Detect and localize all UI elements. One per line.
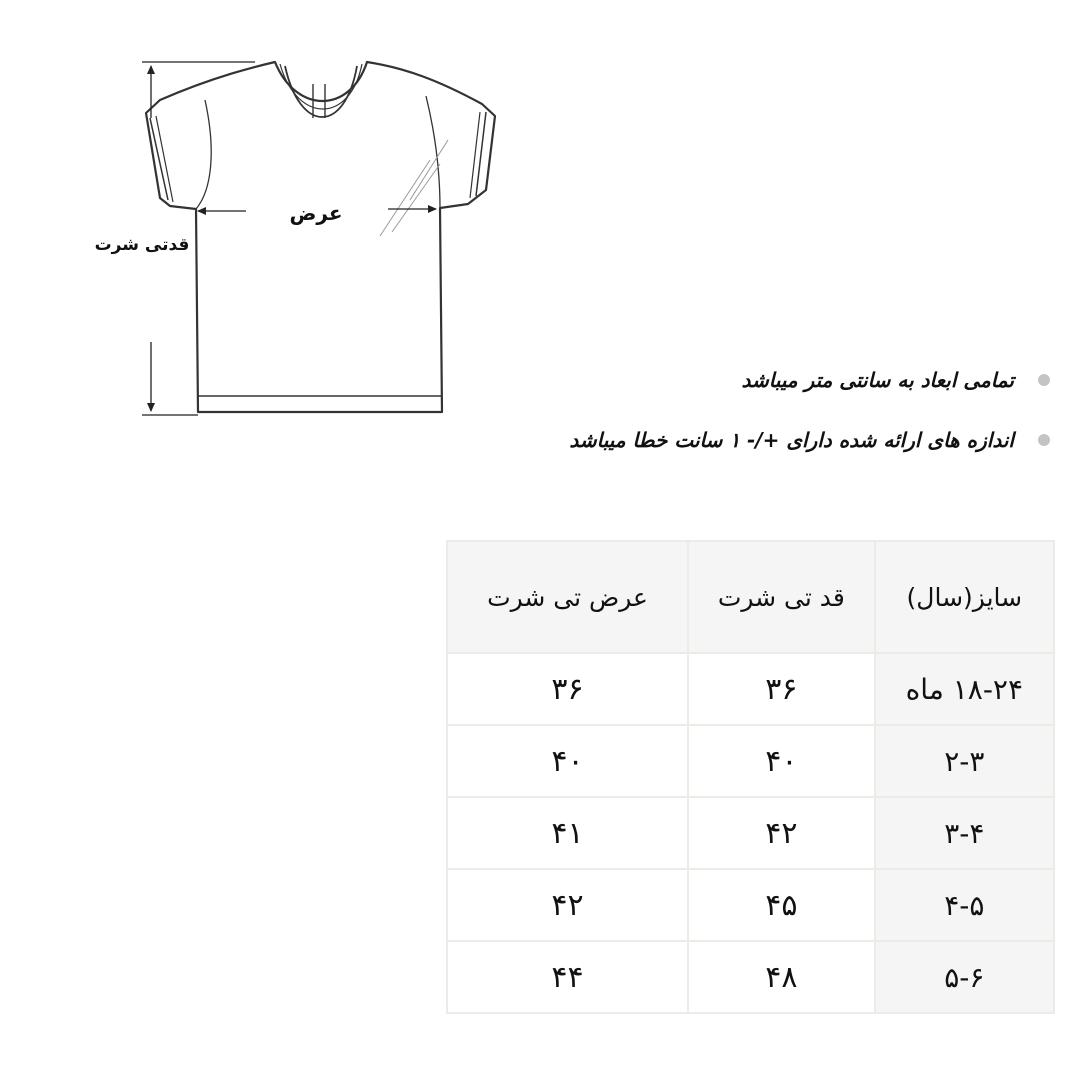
size-cell: ۵-۶ bbox=[875, 941, 1054, 1013]
header-length: قد تی شرت bbox=[688, 541, 875, 653]
length-cell: ۴۵ bbox=[688, 869, 875, 941]
width-cell: ۴۱ bbox=[447, 797, 688, 869]
table-row bbox=[447, 725, 1054, 797]
table-header-row bbox=[447, 541, 1054, 653]
width-cell: ۳۶ bbox=[447, 653, 688, 725]
note-text: تمامی ابعاد به سانتی متر میباشد bbox=[741, 368, 1014, 392]
bullet-icon bbox=[1038, 434, 1050, 446]
size-cell: ۱۸-۲۴ ماه bbox=[875, 653, 1054, 725]
note-item bbox=[569, 362, 1050, 398]
table-row bbox=[447, 797, 1054, 869]
size-table bbox=[446, 540, 1055, 1014]
width-cell: ۴۲ bbox=[447, 869, 688, 941]
header-size: سایز(سال) bbox=[875, 541, 1054, 653]
width-cell: ۴۴ bbox=[447, 941, 688, 1013]
tshirt-diagram bbox=[0, 0, 560, 440]
note-item bbox=[569, 422, 1050, 458]
width-label: عرض bbox=[289, 201, 343, 225]
size-cell: ۲-۳ bbox=[875, 725, 1054, 797]
length-cell: ۴۰ bbox=[688, 725, 875, 797]
note-text: اندازه های ارائه شده دارای +/- ۱ سانت خطا میباشد bbox=[569, 428, 1014, 452]
length-cell: ۳۶ bbox=[688, 653, 875, 725]
bullet-icon bbox=[1038, 374, 1050, 386]
tshirt-outline bbox=[146, 62, 495, 412]
header-width: عرض تی شرت bbox=[447, 541, 688, 653]
length-cell: ۴۲ bbox=[688, 797, 875, 869]
table-row bbox=[447, 941, 1054, 1013]
table-row bbox=[447, 653, 1054, 725]
length-label: قدتی شرت bbox=[94, 235, 190, 255]
notes-list bbox=[569, 362, 1050, 482]
size-cell: ۴-۵ bbox=[875, 869, 1054, 941]
width-cell: ۴۰ bbox=[447, 725, 688, 797]
table-row bbox=[447, 869, 1054, 941]
size-cell: ۳-۴ bbox=[875, 797, 1054, 869]
length-cell: ۴۸ bbox=[688, 941, 875, 1013]
